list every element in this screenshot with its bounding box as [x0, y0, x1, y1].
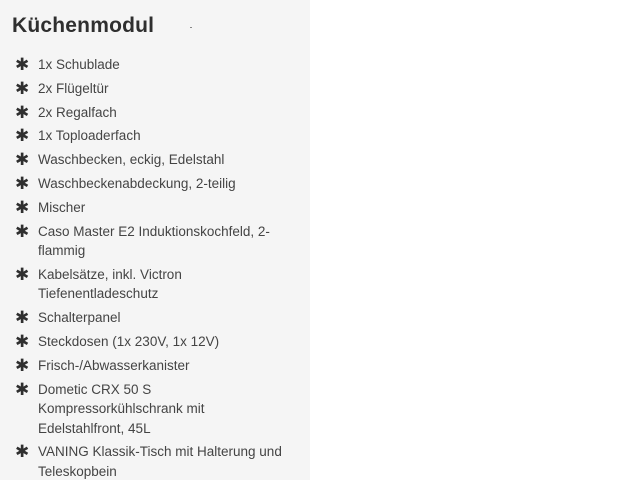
list-item [12, 222, 294, 261]
asterisk-icon: ✱ [15, 197, 30, 217]
list-item [12, 103, 294, 123]
list-item-label: Waschbeckenabdeckung, 2-teilig [38, 175, 236, 191]
asterisk-icon: ✱ [15, 126, 30, 146]
asterisk-icon: ✱ [15, 78, 30, 98]
list-item-label: VANING Klassik-Tisch mit Halterung und Teleskopbein [38, 444, 282, 479]
asterisk-icon: ✱ [15, 331, 30, 351]
list-item [12, 356, 294, 376]
list-item-label: Dometic CRX 50 S Kompressorkühlschrank mit Edelstahlfront, 45L [38, 381, 205, 436]
list-item-label: 1x Toploaderfach [38, 128, 141, 144]
asterisk-icon: ✱ [15, 442, 30, 462]
kitchen-module-panel [0, 0, 310, 480]
asterisk-icon: ✱ [15, 173, 30, 193]
asterisk-icon: ✱ [15, 355, 30, 375]
decorative-dot [190, 27, 192, 28]
list-item [12, 55, 294, 75]
asterisk-icon: ✱ [15, 55, 30, 74]
asterisk-icon: ✱ [15, 308, 30, 328]
asterisk-icon: ✱ [15, 221, 30, 241]
asterisk-icon: ✱ [15, 379, 30, 399]
list-item [12, 442, 294, 481]
list-item-label: Caso Master E2 Induktionskochfeld, 2-flammig [38, 223, 270, 259]
list-item-label: 1x Schublade [38, 57, 120, 72]
list-item [12, 150, 294, 170]
page-title: Küchenmodul [12, 14, 155, 37]
list-item-label: Mischer [38, 199, 86, 215]
list-item [12, 126, 294, 146]
list-item [12, 198, 294, 218]
list-item-label: Waschbecken, eckig, Edelstahl [38, 152, 225, 168]
list-item-label: 2x Flügeltür [38, 80, 109, 96]
asterisk-icon: ✱ [15, 102, 30, 122]
asterisk-icon: ✱ [15, 150, 30, 170]
list-item [12, 308, 294, 328]
list-item-label: 2x Regalfach [38, 104, 117, 120]
list-item [12, 332, 294, 352]
list-item-label: Frisch-/Abwasserkanister [38, 357, 190, 373]
list-item [12, 265, 294, 304]
list-item [12, 79, 294, 99]
feature-list [12, 55, 310, 481]
list-item-label: Kabelsätze, inkl. Victron Tiefenentladeschutz [38, 266, 182, 302]
asterisk-icon: ✱ [15, 264, 30, 284]
list-item [12, 380, 294, 439]
list-item-label: Schalterpanel [38, 310, 121, 326]
list-item-label: Steckdosen (1x 230V, 1x 12V) [38, 333, 220, 349]
list-item [12, 174, 294, 194]
